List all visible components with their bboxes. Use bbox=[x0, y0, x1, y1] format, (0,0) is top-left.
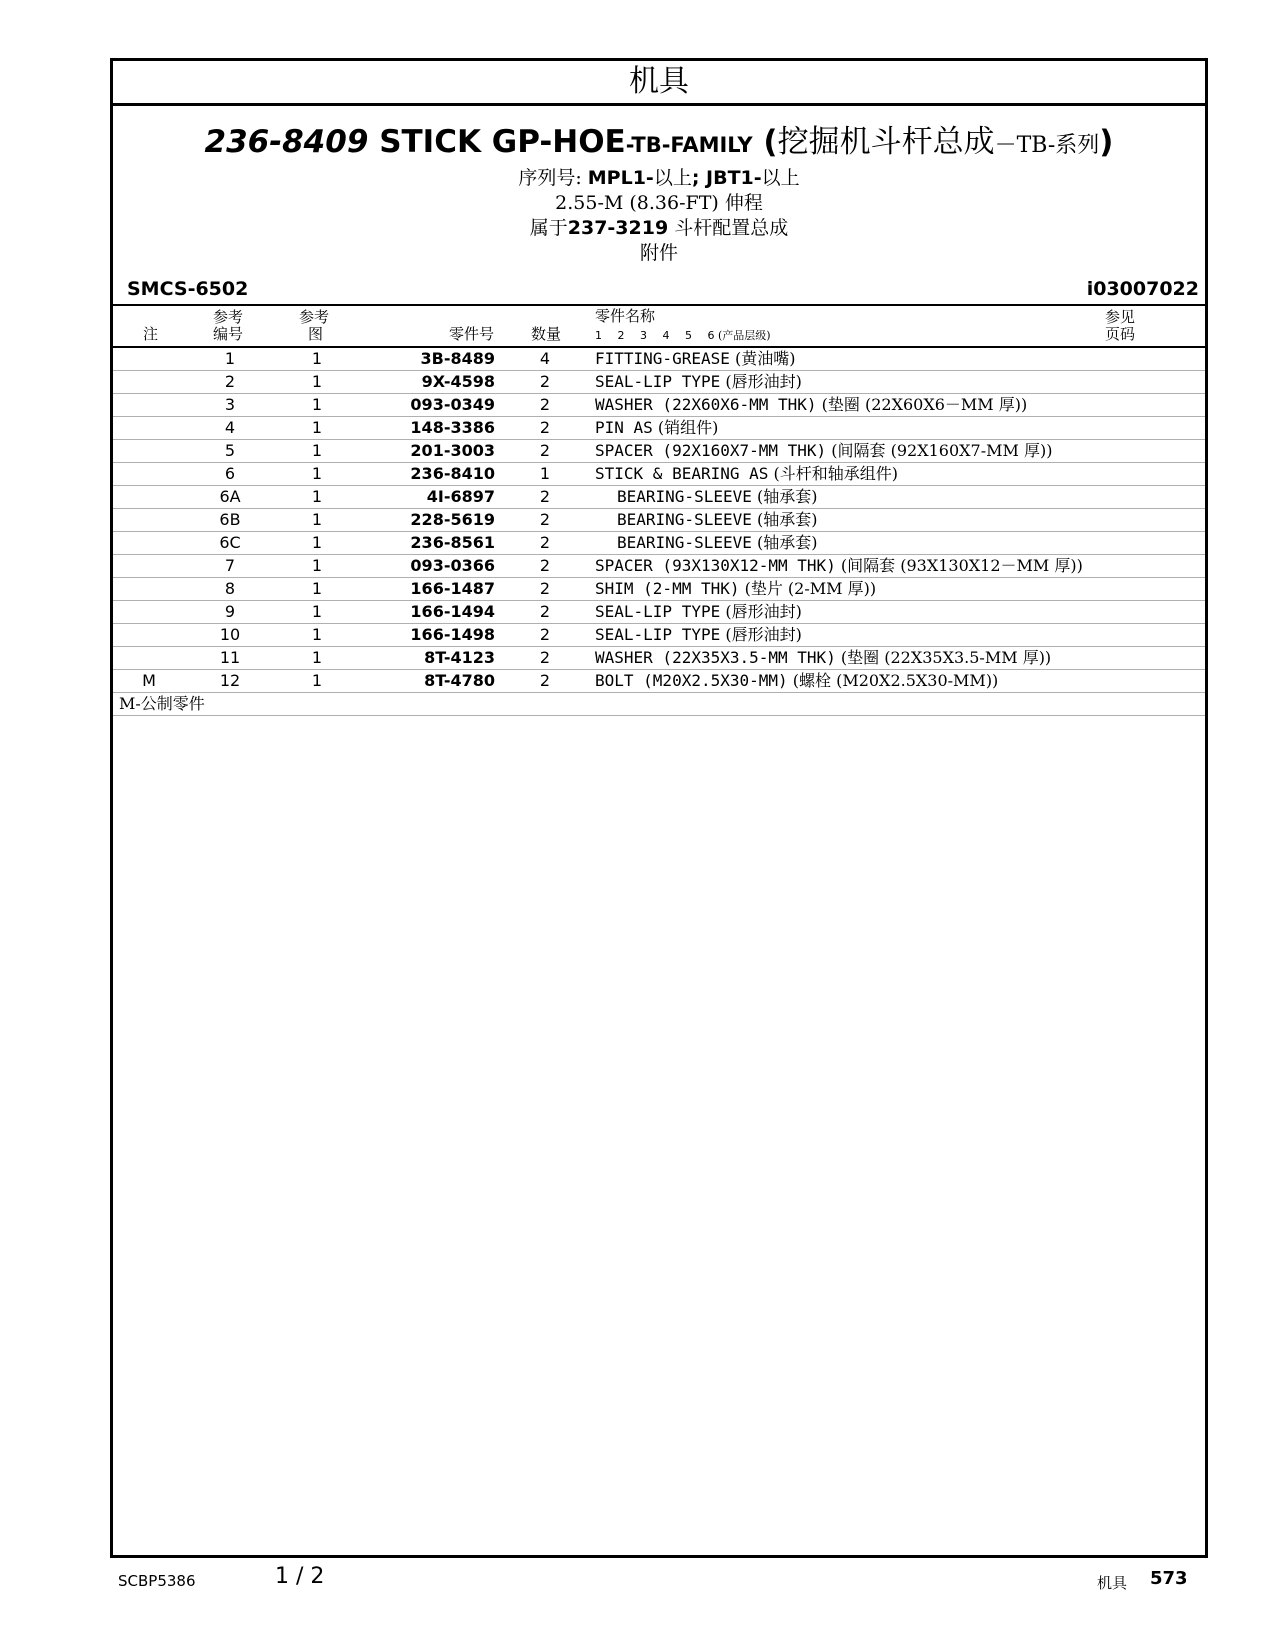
row-part-number[interactable]: 8T-4780 bbox=[359, 670, 495, 693]
row-quantity: 2 bbox=[495, 440, 595, 463]
row-part-name-en: SEAL-LIP TYPE bbox=[595, 372, 721, 391]
page-frame bbox=[110, 58, 1208, 1558]
row-note bbox=[113, 509, 185, 532]
row-part-name-cn: (间隔套 (93X130X12－MM 厚)) bbox=[835, 556, 1083, 575]
page-footer bbox=[0, 1562, 1275, 1602]
serial-text-2: 以上 bbox=[761, 167, 800, 189]
row-part-name bbox=[595, 440, 1105, 463]
row-note bbox=[113, 486, 185, 509]
row-see-page bbox=[1105, 509, 1205, 532]
row-part-name-cn: (轴承套) bbox=[751, 533, 818, 552]
row-part-name-en: BOLT (M20X2.5X30-MM) bbox=[595, 671, 788, 690]
row-part-name-cn: (黄油嘴) bbox=[729, 349, 796, 368]
row-part-name bbox=[595, 601, 1105, 624]
footer-page-indicator: 1 / 2 bbox=[275, 1564, 325, 1589]
row-see-page bbox=[1105, 463, 1205, 486]
serial-label: 序列号: bbox=[518, 167, 588, 189]
row-part-name-cn: (销组件) bbox=[652, 418, 719, 437]
row-see-page bbox=[1105, 394, 1205, 417]
table-row bbox=[113, 670, 1205, 693]
row-ref-number: 1 bbox=[185, 348, 275, 371]
row-ref-number: 10 bbox=[185, 624, 275, 647]
title-paren-close: ) bbox=[1099, 124, 1114, 160]
row-ref-number: 6A bbox=[185, 486, 275, 509]
serial-value-2: JBT1- bbox=[706, 167, 762, 189]
table-row bbox=[113, 417, 1205, 440]
row-quantity: 2 bbox=[495, 578, 595, 601]
row-part-number[interactable]: 166-1494 bbox=[359, 601, 495, 624]
title-cn-name: 挖掘机斗杆总成 bbox=[777, 124, 995, 160]
row-quantity: 2 bbox=[495, 555, 595, 578]
row-part-name-en: SPACER (92X160X7-MM THK) bbox=[595, 441, 827, 460]
row-part-name bbox=[595, 578, 1105, 601]
row-see-page bbox=[1105, 578, 1205, 601]
row-part-number[interactable]: 093-0366 bbox=[359, 555, 495, 578]
row-ref-number: 12 bbox=[185, 670, 275, 693]
row-part-name bbox=[595, 394, 1105, 417]
row-see-page bbox=[1105, 601, 1205, 624]
row-part-name bbox=[595, 670, 1105, 693]
title-part-number: 236-8409 bbox=[204, 124, 369, 160]
row-part-name bbox=[595, 348, 1105, 371]
table-row bbox=[113, 555, 1205, 578]
table-row bbox=[113, 647, 1205, 670]
row-note: M bbox=[113, 670, 185, 693]
row-part-name bbox=[595, 555, 1105, 578]
row-part-number[interactable]: 228-5619 bbox=[359, 509, 495, 532]
row-note bbox=[113, 624, 185, 647]
header-see-page-1: 参见 bbox=[1105, 308, 1136, 326]
header-ref-no-2: 编号 bbox=[213, 325, 244, 343]
header-see-page-2: 页码 bbox=[1105, 325, 1136, 343]
row-part-number[interactable]: 166-1498 bbox=[359, 624, 495, 647]
header-ref-fig-1: 参考 bbox=[299, 308, 330, 326]
row-see-page bbox=[1105, 670, 1205, 693]
row-see-page bbox=[1105, 486, 1205, 509]
row-ref-number: 6C bbox=[185, 532, 275, 555]
row-quantity: 2 bbox=[495, 509, 595, 532]
table-row bbox=[113, 463, 1205, 486]
row-note bbox=[113, 555, 185, 578]
row-part-name-cn: (唇形油封) bbox=[720, 625, 802, 644]
row-part-name bbox=[595, 371, 1105, 394]
header-levels: 1 2 3 4 5 6 bbox=[595, 329, 721, 342]
row-part-name bbox=[595, 647, 1105, 670]
footer-doc-id: SCBP5386 bbox=[118, 1572, 196, 1590]
row-note bbox=[113, 394, 185, 417]
title-family: -TB-FAMILY bbox=[625, 133, 753, 157]
row-note bbox=[113, 371, 185, 394]
row-part-name-en: BEARING-SLEEVE bbox=[617, 533, 752, 552]
row-ref-number: 11 bbox=[185, 647, 275, 670]
row-part-name-en: BEARING-SLEEVE bbox=[617, 510, 752, 529]
row-part-name bbox=[595, 417, 1105, 440]
row-note bbox=[113, 440, 185, 463]
row-ref-figure: 1 bbox=[275, 624, 359, 647]
row-part-name-cn: (唇形油封) bbox=[720, 602, 802, 621]
row-see-page bbox=[1105, 624, 1205, 647]
header-part-name: 零件名称 bbox=[595, 307, 656, 325]
row-part-name bbox=[595, 624, 1105, 647]
table-row bbox=[113, 486, 1205, 509]
row-ref-figure: 1 bbox=[275, 463, 359, 486]
row-quantity: 2 bbox=[495, 394, 595, 417]
header-ref-fig-2: 图 bbox=[308, 325, 324, 343]
row-ref-number: 3 bbox=[185, 394, 275, 417]
row-ref-number: 6B bbox=[185, 509, 275, 532]
row-part-number[interactable]: 093-0349 bbox=[359, 394, 495, 417]
row-ref-figure: 1 bbox=[275, 394, 359, 417]
row-ref-figure: 1 bbox=[275, 417, 359, 440]
smcs-code: SMCS-6502 bbox=[127, 278, 249, 300]
row-quantity: 2 bbox=[495, 624, 595, 647]
row-part-number[interactable]: 9X-4598 bbox=[359, 371, 495, 394]
row-note bbox=[113, 601, 185, 624]
header-note: 注 bbox=[143, 325, 159, 343]
footer-page-number: 573 bbox=[1150, 1568, 1188, 1589]
row-part-name-cn: (轴承套) bbox=[751, 487, 818, 506]
row-part-number[interactable]: 236-8561 bbox=[359, 532, 495, 555]
row-see-page bbox=[1105, 555, 1205, 578]
metric-legend: M-公制零件 bbox=[113, 693, 1205, 716]
row-see-page bbox=[1105, 647, 1205, 670]
row-ref-figure: 1 bbox=[275, 647, 359, 670]
section-title: 机具 bbox=[113, 61, 1205, 106]
row-see-page bbox=[1105, 371, 1205, 394]
serial-line bbox=[113, 166, 1205, 191]
row-ref-number: 9 bbox=[185, 601, 275, 624]
title-cn-family: －TB-系列 bbox=[994, 133, 1100, 158]
row-note bbox=[113, 463, 185, 486]
row-part-name-cn: (唇形油封) bbox=[720, 372, 802, 391]
row-part-name bbox=[595, 463, 1105, 486]
header-qty: 数量 bbox=[531, 325, 562, 343]
row-quantity: 2 bbox=[495, 601, 595, 624]
row-part-name-cn: (垫圈 (22X60X6－MM 厚)) bbox=[816, 395, 1028, 414]
reach-line: 2.55-M (8.36-FT) 伸程 bbox=[555, 192, 763, 214]
row-part-name-cn: (轴承套) bbox=[751, 510, 818, 529]
row-ref-number: 5 bbox=[185, 440, 275, 463]
row-part-name bbox=[595, 532, 1105, 555]
table-row bbox=[113, 348, 1205, 371]
row-ref-figure: 1 bbox=[275, 486, 359, 509]
belongs-line bbox=[113, 216, 1205, 241]
row-quantity: 2 bbox=[495, 486, 595, 509]
row-part-name-cn: (斗杆和轴承组件) bbox=[768, 464, 898, 483]
serial-sep: ; bbox=[691, 167, 707, 189]
row-part-name bbox=[595, 509, 1105, 532]
table-header bbox=[113, 304, 1205, 348]
table-row bbox=[113, 394, 1205, 417]
table-row bbox=[113, 624, 1205, 647]
row-note bbox=[113, 348, 185, 371]
belongs-suffix: 斗杆配置总成 bbox=[668, 217, 789, 239]
table-row bbox=[113, 371, 1205, 394]
row-quantity: 1 bbox=[495, 463, 595, 486]
row-part-name-en: SEAL-LIP TYPE bbox=[595, 625, 721, 644]
reference-id: i03007022 bbox=[1086, 278, 1199, 300]
row-ref-figure: 1 bbox=[275, 509, 359, 532]
row-part-name-en: SHIM (2-MM THK) bbox=[595, 579, 740, 598]
row-part-number[interactable]: 3B-8489 bbox=[359, 348, 495, 371]
row-see-page bbox=[1105, 417, 1205, 440]
row-part-number[interactable]: 236-8410 bbox=[359, 463, 495, 486]
row-see-page bbox=[1105, 440, 1205, 463]
row-ref-figure: 1 bbox=[275, 440, 359, 463]
page-title bbox=[113, 122, 1205, 166]
row-part-number[interactable]: 4I-6897 bbox=[359, 486, 495, 509]
belongs-part[interactable]: 237-3219 bbox=[567, 217, 669, 239]
row-part-number[interactable]: 8T-4123 bbox=[359, 647, 495, 670]
parts-table bbox=[113, 348, 1205, 693]
title-block bbox=[113, 106, 1205, 266]
title-name: STICK GP-HOE bbox=[379, 124, 626, 160]
codes-row bbox=[113, 274, 1205, 304]
table-row bbox=[113, 601, 1205, 624]
row-quantity: 2 bbox=[495, 371, 595, 394]
header-levels-note: (产品层级) bbox=[718, 329, 771, 342]
row-part-name-en: BEARING-SLEEVE bbox=[617, 487, 752, 506]
row-note bbox=[113, 647, 185, 670]
row-part-name-cn: (螺栓 (M20X2.5X30-MM)) bbox=[787, 671, 999, 690]
row-ref-figure: 1 bbox=[275, 670, 359, 693]
row-part-name-en: WASHER (22X60X6-MM THK) bbox=[595, 395, 817, 414]
row-part-name-en: SPACER (93X130X12-MM THK) bbox=[595, 556, 836, 575]
row-quantity: 2 bbox=[495, 532, 595, 555]
row-quantity: 2 bbox=[495, 647, 595, 670]
table-row bbox=[113, 578, 1205, 601]
row-ref-number: 6 bbox=[185, 463, 275, 486]
row-part-number[interactable]: 148-3386 bbox=[359, 417, 495, 440]
table-row bbox=[113, 532, 1205, 555]
row-quantity: 2 bbox=[495, 670, 595, 693]
row-ref-figure: 1 bbox=[275, 601, 359, 624]
row-ref-figure: 1 bbox=[275, 371, 359, 394]
table-row bbox=[113, 440, 1205, 463]
title-paren-open: ( bbox=[752, 124, 778, 160]
row-quantity: 4 bbox=[495, 348, 595, 371]
serial-text-1: 以上 bbox=[653, 167, 692, 189]
row-see-page bbox=[1105, 348, 1205, 371]
row-part-name-en: FITTING-GREASE bbox=[595, 349, 730, 368]
footer-section: 机具 bbox=[1097, 1574, 1128, 1592]
row-part-number[interactable]: 201-3003 bbox=[359, 440, 495, 463]
row-ref-number: 4 bbox=[185, 417, 275, 440]
row-note bbox=[113, 417, 185, 440]
serial-value-1: MPL1- bbox=[587, 167, 654, 189]
row-part-name-en: SEAL-LIP TYPE bbox=[595, 602, 721, 621]
belongs-prefix: 属于 bbox=[529, 217, 568, 239]
row-part-name bbox=[595, 486, 1105, 509]
row-ref-figure: 1 bbox=[275, 578, 359, 601]
row-part-name-cn: (垫圈 (22X35X3.5-MM 厚)) bbox=[835, 648, 1052, 667]
row-quantity: 2 bbox=[495, 417, 595, 440]
row-part-name-en: PIN AS bbox=[595, 418, 653, 437]
row-ref-number: 8 bbox=[185, 578, 275, 601]
row-part-name-cn: (间隔套 (92X160X7-MM 厚)) bbox=[826, 441, 1053, 460]
row-ref-number: 7 bbox=[185, 555, 275, 578]
row-ref-figure: 1 bbox=[275, 348, 359, 371]
row-part-number[interactable]: 166-1487 bbox=[359, 578, 495, 601]
attachment-line: 附件 bbox=[639, 242, 678, 264]
row-part-name-en: STICK & BEARING AS bbox=[595, 464, 769, 483]
row-part-name-cn: (垫片 (2-MM 厚)) bbox=[739, 579, 877, 598]
row-ref-figure: 1 bbox=[275, 555, 359, 578]
header-part-no: 零件号 bbox=[449, 325, 495, 343]
row-see-page bbox=[1105, 532, 1205, 555]
row-note bbox=[113, 532, 185, 555]
row-ref-figure: 1 bbox=[275, 532, 359, 555]
row-part-name-en: WASHER (22X35X3.5-MM THK) bbox=[595, 648, 836, 667]
table-row bbox=[113, 509, 1205, 532]
header-ref-no-1: 参考 bbox=[213, 308, 244, 326]
row-note bbox=[113, 578, 185, 601]
row-ref-number: 2 bbox=[185, 371, 275, 394]
